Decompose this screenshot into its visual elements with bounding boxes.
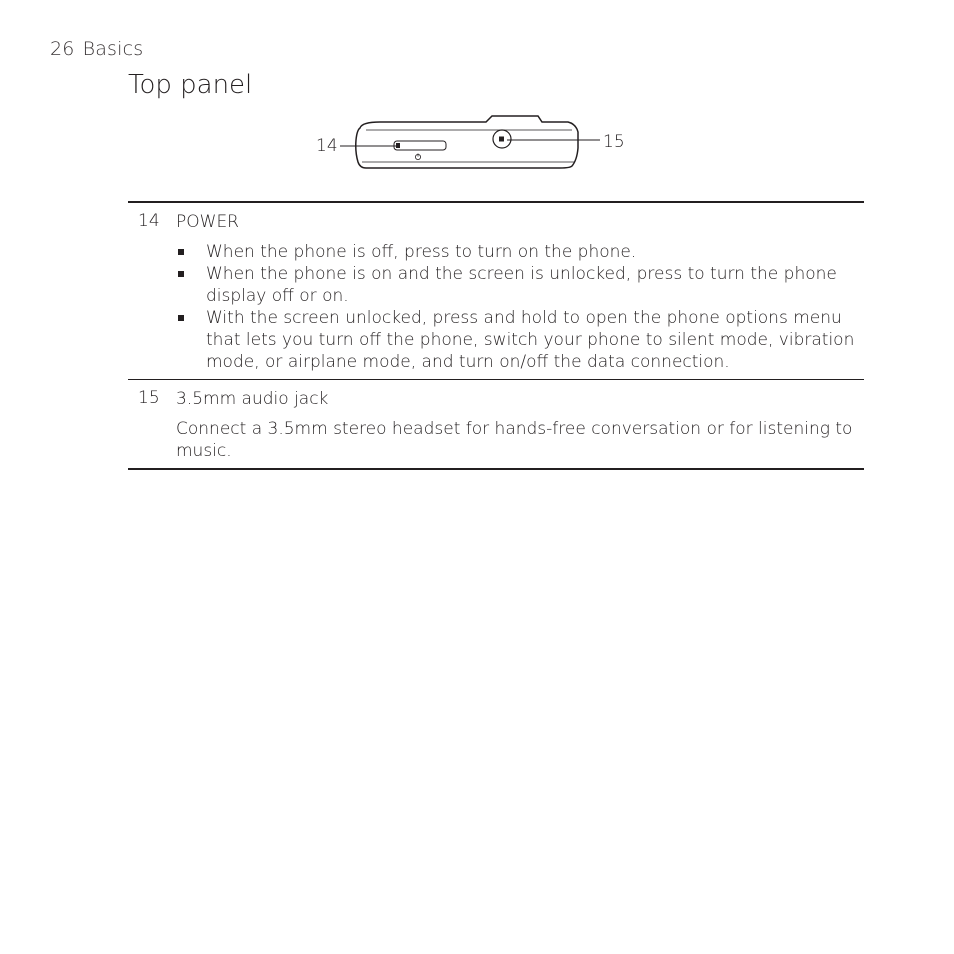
power-button-shape <box>394 141 446 150</box>
list-item <box>176 263 856 307</box>
phone-top-panel-illustration <box>310 114 640 180</box>
table-row <box>128 379 864 470</box>
bullet-icon <box>178 271 184 277</box>
list-item-text: With the screen unlocked, press and hold to open the phone options menu that lets you turn off the phone, switch your phone to silent mode, vibration mode, or airplane mode, and turn on/off the data connection. <box>206 308 855 372</box>
callout-15-label: 15 <box>603 132 625 152</box>
list-item <box>176 307 856 373</box>
item-title: POWER <box>176 212 239 232</box>
bullet-list <box>176 241 856 373</box>
list-item-text: When the phone is off, press to turn on the phone. <box>206 242 637 262</box>
item-number: 14 <box>138 211 160 231</box>
phone-top-view-drawing <box>310 114 640 180</box>
item-number: 15 <box>138 388 160 408</box>
item-title: 3.5mm audio jack <box>176 389 329 409</box>
component-table <box>128 201 864 470</box>
list-item <box>176 241 856 263</box>
section-name: Basics <box>82 38 144 60</box>
page-header <box>50 38 143 60</box>
page-number: 26 <box>50 38 75 60</box>
callout-14-label: 14 <box>316 136 338 156</box>
table-row <box>128 201 864 379</box>
page-title: Top panel <box>128 70 253 100</box>
item-description: Connect a 3.5mm stereo headset for hands-free conversation or for listening to music. <box>176 419 853 461</box>
bullet-icon <box>178 315 184 321</box>
list-item-text: When the phone is on and the screen is unlocked, press to turn the phone display off or on. <box>206 264 837 306</box>
bullet-icon <box>178 249 184 255</box>
